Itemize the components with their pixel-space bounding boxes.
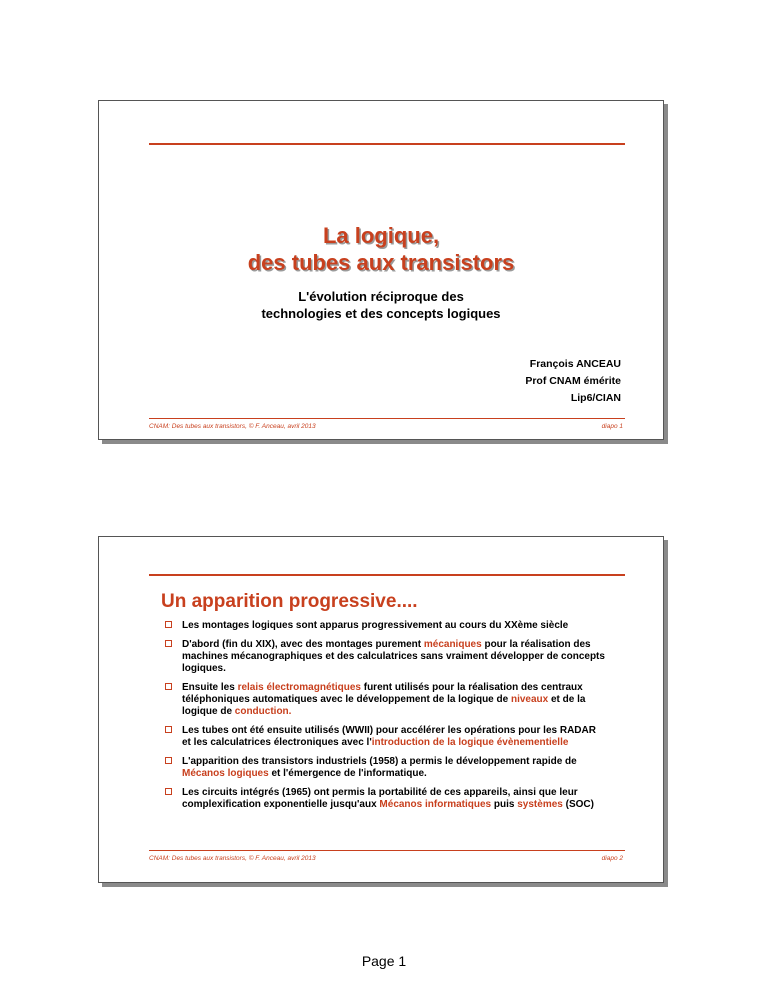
checkbox-bullet-icon — [165, 621, 172, 628]
bullet-item — [165, 620, 605, 632]
highlighted-text: conduction. — [234, 706, 292, 717]
slide-subtitle — [99, 288, 663, 322]
title-line-1: La logique, — [322, 223, 440, 248]
checkbox-bullet-icon — [165, 726, 172, 733]
title-rule — [149, 143, 625, 145]
highlighted-text: introduction de la logique évènementielle — [371, 737, 569, 748]
slide-1 — [98, 100, 664, 440]
checkbox-bullet-icon — [165, 788, 172, 795]
footer-copyright: CNAM: Des tubes aux transistors, © F. Anceau, avril 2013 — [149, 855, 316, 862]
bullet-text: et de la logique de — [182, 694, 586, 717]
bullet-item — [165, 787, 605, 811]
bullet-text: pour la réalisation des machines mécanographiques et des calculatrices sans vraiment développer de concepts logiques. — [182, 639, 605, 674]
footer-slide-number: diapo 1 — [601, 423, 623, 430]
slide-title: Un apparition progressive.... — [161, 591, 418, 612]
highlighted-text: Mécanos informatiques — [379, 799, 492, 810]
title-line-2: des tubes aux transistors — [247, 250, 515, 275]
subtitle-line-1: L'évolution réciproque des — [298, 289, 464, 304]
page-label: Page 1 — [361, 953, 407, 969]
footer-rule — [149, 418, 625, 419]
bullet-text: furent utilisés pour la réalisation des centraux téléphoniques automatiques avec le développement de la logique de — [182, 682, 583, 705]
author-lab: Lip6/CIAN — [570, 392, 621, 404]
highlighted-text: systèmes — [517, 799, 563, 810]
bullet-text: puis — [491, 799, 518, 810]
subtitle-line-2: technologies et des concepts logiques — [261, 306, 501, 321]
footer-copyright: CNAM: Des tubes aux transistors, © F. Anceau, avril 2013 — [149, 423, 316, 430]
bullet-text: Les circuits intégrés (1965) ont permis la portabilité de ces appareils, ainsi que leur complexification exponentielle jusqu'aux — [182, 787, 578, 810]
highlighted-text: mécaniques — [423, 639, 482, 650]
bullet-item — [165, 756, 605, 780]
bullet-text: D'abord (fin du XIX), avec des montages purement — [182, 639, 424, 650]
highlighted-text: relais électromagnétiques — [237, 682, 361, 693]
bullet-text: L'apparition des transistors industriels (1958) a permis le développement rapide de — [182, 756, 577, 767]
slide-2 — [98, 536, 664, 883]
checkbox-bullet-icon — [165, 640, 172, 647]
author-role: Prof CNAM émérite — [525, 375, 621, 387]
bullet-item — [165, 682, 605, 718]
author-block — [525, 356, 621, 407]
bullet-item — [165, 639, 605, 675]
checkbox-bullet-icon — [165, 683, 172, 690]
highlighted-text: niveaux — [510, 694, 549, 705]
bullet-list — [165, 620, 605, 818]
bullet-text: Les montages logiques sont apparus progressivement au cours du XXème siècle — [182, 620, 569, 631]
bullet-text: et l'émergence de l'informatique. — [268, 768, 427, 779]
title-rule — [149, 574, 625, 576]
footer-rule — [149, 850, 625, 851]
slide-title — [99, 222, 663, 276]
bullet-item — [165, 725, 605, 749]
bullet-text: Les tubes ont été ensuite utilisés (WWII) pour accélérer les opérations pour les RADAR et les calculatrices électroniques avec l' — [182, 725, 596, 748]
highlighted-text: Mécanos logiques — [182, 768, 269, 779]
bullet-text: Ensuite les — [182, 682, 238, 693]
footer-slide-number: diapo 2 — [601, 855, 623, 862]
checkbox-bullet-icon — [165, 757, 172, 764]
bullet-text: (SOC) — [562, 799, 594, 810]
author-name: François ANCEAU — [529, 358, 621, 370]
